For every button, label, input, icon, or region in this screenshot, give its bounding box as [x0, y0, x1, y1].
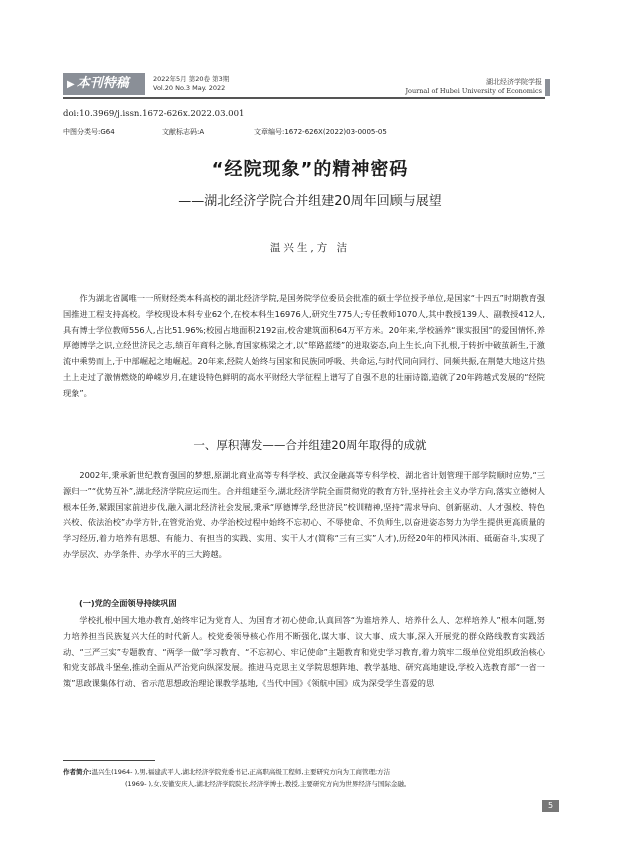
subsection-heading: (一)党的全面领导持续巩固: [79, 598, 177, 608]
header-rule: [63, 97, 545, 99]
section-heading: 一、厚积薄发——合并组建20周年取得的成就: [193, 438, 427, 452]
footnote-text-1: 温兴生(1964- ),男,福建武平人,湖北经济学院党委书记,正高职高级工程师,主要研究方向为工商管理;方洁: [91, 768, 391, 776]
journal-name-cn: 湖北经济学院学报: [486, 78, 542, 86]
author-footnote: [63, 766, 545, 790]
article-number: 文章编号:1672-626X(2022)03-0005-05: [254, 128, 387, 136]
article-subtitle: ——湖北经济学院合并组建20周年回顾与展望: [178, 194, 442, 209]
issue-cn: 2022年5月 第20卷 第3期: [153, 75, 230, 83]
intro-paragraph: 作为湖北省属唯一一所财经类本科高校的湖北经济学院,是国务院学位委员会批准的硕士学位授予单位,是国家“十四五”时期教育强国推进工程支持高校。学校现设本科专业62个,在校本科生16976人,研究生775人;专任教师1070人,其中教授139人、副教授412人,具有博士学位教师556人,占比51.96%;校园占地面积2192亩,校舍建筑面积64万平方米。20年来,学校涵养“课实报国”的爱国情怀,养厚德博学之识,立经世济民之志,绩百年商科之脉,育国家栋梁之才,以“筚路蓝缕”的进取姿态,向上生长,向下扎根,于转折中破茧新生,于激流中乘势而上,于中部崛起之地崛起。20年来,经院人始终与国家和民族同呼吸、共命运,与时代同向同行、同频共振,在荆楚大地这片热土上走过了激情燃烧的峥嵘岁月,在建设特色鲜明的高水平财经大学征程上谱写了自强不息的壮丽诗篇,造就了20年跨越式发展的“经院现象”。: [63, 293, 545, 398]
footnote-line-1: [63, 766, 545, 778]
article-title: “经院现象”的精神密码: [211, 159, 409, 180]
play-triangle-icon: ▶: [67, 79, 75, 90]
doi: doi:10.3969/j.issn.1672-626x.2022.03.001: [63, 109, 245, 119]
header-tab-marker: [545, 79, 550, 96]
issue-en: Vol.20 No.3 May. 2022: [153, 83, 226, 92]
footnote-label: 作者简介:: [63, 768, 92, 776]
clc-number: 中图分类号:G64: [63, 128, 115, 136]
document-code: 文献标志码:A: [162, 128, 205, 136]
footnote-text-2: (1969- ),女,安徽安庆人,湖北经济学院院长,经济学博士,教授,主要研究方向为世界经济与国际金融。: [125, 780, 411, 788]
issue-info: [153, 75, 229, 92]
page-number: 5: [542, 800, 559, 812]
column-banner: [63, 73, 145, 95]
footnote-rule: [63, 760, 155, 761]
section-paragraph: 2002年,秉承新世纪教育强国的梦想,原湖北商业高等专科学校、武汉金融高等专科学校、湖北省计划管理干部学院顺时应势,“三源归一”“优势互补”,湖北经济学院应运而生。合并组建至今,湖北经济学院全面贯彻党的教育方针,坚持社会主义办学方向,落实立德树人根本任务,紧跟国家前进步伐,融入湖北经济社会发展,秉承“厚德博学,经世济民”校训精神,坚持“需求导向、创新驱动、人才强校、特色兴校、依法治校”办学方针,在管党治党、办学治校过程中始终不忘初心、不辱使命、不负师生,以奋进姿态努力为学生提供更高质量的学习经历,着力培养有思想、有能力、有担当的实践、实用、实干人才(简称“三有三实”人才),历经20年的栉风沐雨、砥砺奋斗,实现了办学层次、办学条件、办学水平的三大跨越。: [63, 470, 545, 559]
subsection-paragraph: 学校扎根中国大地办教育,始终牢记为党育人、为国育才初心使命,认真回答“为谁培养人、培养什么人、怎样培养人”根本问题,努力培养担当民族复兴大任的时代新人。校党委领导核心作用不断强化,谋大事、议大事、成大事,深入开展党的群众路线教育实践活动、“三严三实”专题教育、“两学一做”学习教育、“不忘初心、牢记使命”主题教育和党史学习教育,着力筑牢二级单位党组织政治核心和党支部战斗堡垒,推动全面从严治党向纵深发展。推进马克思主义学院思想阵地、教学基地、研究高地建设,学校入选教育部“一省一策”思政课集体行动、省示范思想政治理论课教学基地,《当代中国》《领航中国》成为深受学生喜爱的思: [63, 615, 545, 689]
journal-name-en: Journal of Hubei University of Economics: [405, 87, 542, 95]
banner-label: 本刊特稿: [76, 76, 129, 91]
authors: 温兴生,方 洁: [269, 242, 351, 254]
